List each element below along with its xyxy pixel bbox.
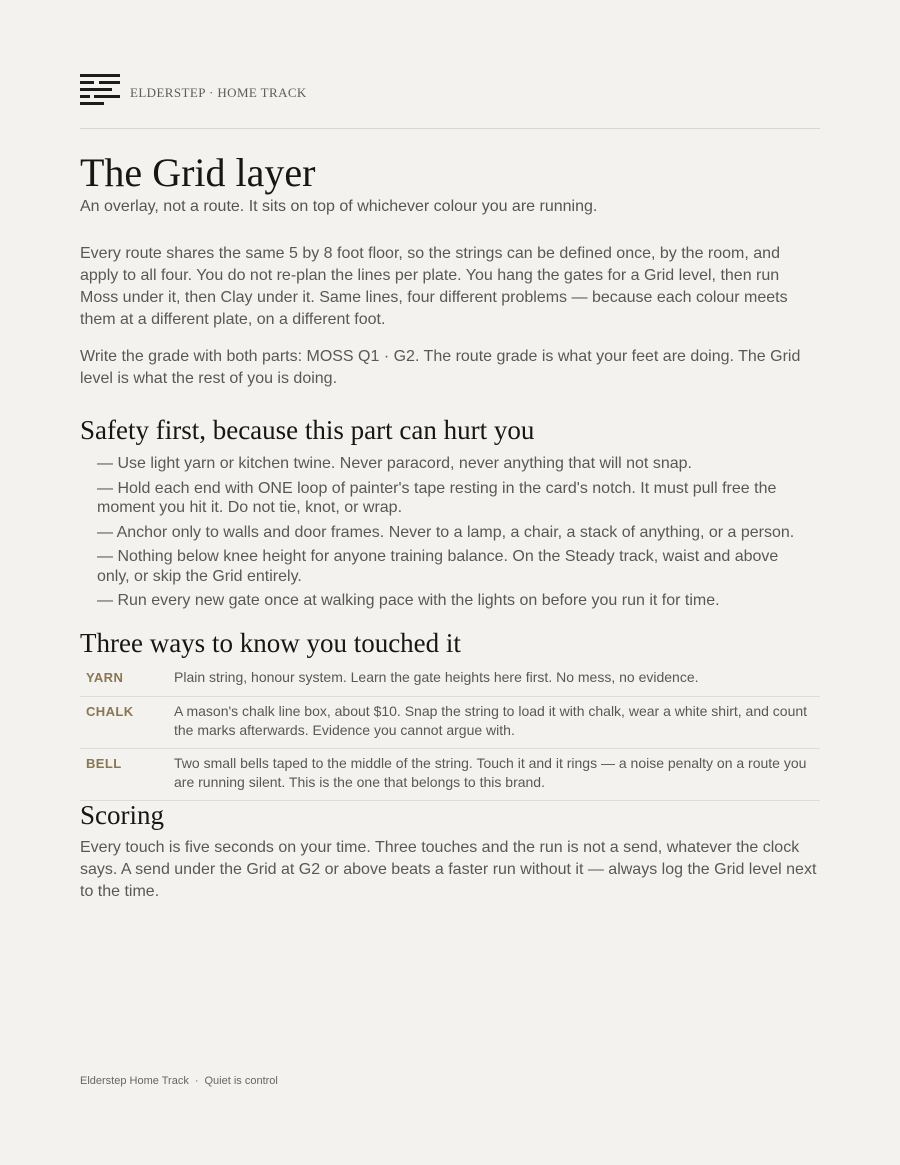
intro-paragraph-2: Write the grade with both parts: MOSS Q1 · G2. The route grade is what your feet are doing. The Grid level is what the rest of you is doing. (80, 348, 801, 387)
list-item: — Use light yarn or kitchen twine. Never paracord, never anything that will not snap. (97, 455, 692, 472)
scoring-heading: Scoring (80, 800, 164, 830)
safety-list (97, 454, 797, 616)
list-item: — Anchor only to walls and door frames. Never to a lamp, a chair, a stack of anything, or a person. (97, 523, 795, 541)
intro-paragraph-1: Every route shares the same 5 by 8 foot floor, so the strings can be defined once, by the room, and apply to all four. You do not re-plan the lines per plate. You hang the gates for a Grid level, then run Moss under it, then Clay under it. Same lines, four different problems — because each colour meets them at a different plate, on a different foot. (80, 245, 788, 328)
table-row (80, 749, 820, 801)
way-description: A mason's chalk line box, about $10. Snap the string to load it with chalk, wear a white shirt, and count the marks afterwards. Evidence you cannot argue with. (174, 703, 808, 738)
way-key: BELL (86, 756, 122, 771)
brand-label: ELDERSTEP · HOME TRACK (130, 85, 307, 100)
page-title: The Grid layer (80, 150, 316, 195)
way-description: Two small bells taped to the middle of the string. Touch it and it rings — a noise penalty on a route you are running silent. This is the one that belongs to this brand. (174, 755, 807, 790)
list-item: — Run every new gate once at walking pace with the lights on before you run it for time. (97, 592, 720, 609)
footer-tagline: Quiet is control (204, 1075, 278, 1087)
way-key: CHALK (86, 704, 134, 719)
header (80, 74, 820, 106)
header-divider (80, 128, 820, 129)
scoring-paragraph: Every touch is five seconds on your time. Three touches and the run is not a send, whatever the clock says. A send under the Grid at G2 or above beats a faster run without it — always log the Grid level next to the time. (80, 839, 817, 900)
ways-heading: Three ways to know you touched it (80, 628, 461, 658)
list-item: — Nothing below knee height for anyone training balance. On the Steady track, waist and above only, or skip the Grid entirely. (97, 548, 779, 585)
safety-heading: Safety first, because this part can hurt you (80, 415, 535, 445)
page-subtitle: An overlay, not a route. It sits on top of whichever colour you are running. (80, 198, 598, 215)
footer (80, 1075, 278, 1087)
table-row (80, 664, 820, 697)
grid-lines-icon (80, 74, 120, 106)
way-description: Plain string, honour system. Learn the gate heights here first. No mess, no evidence. (174, 669, 699, 685)
footer-brand: Elderstep Home Track (80, 1075, 189, 1087)
list-item: — Hold each end with ONE loop of painter's tape resting in the card's notch. It must pull free the moment you hit it. Do not tie, knot, or wrap. (97, 479, 777, 516)
footer-separator: · (194, 1075, 199, 1087)
ways-table (80, 664, 820, 801)
table-row (80, 697, 820, 749)
way-key: YARN (86, 670, 124, 685)
